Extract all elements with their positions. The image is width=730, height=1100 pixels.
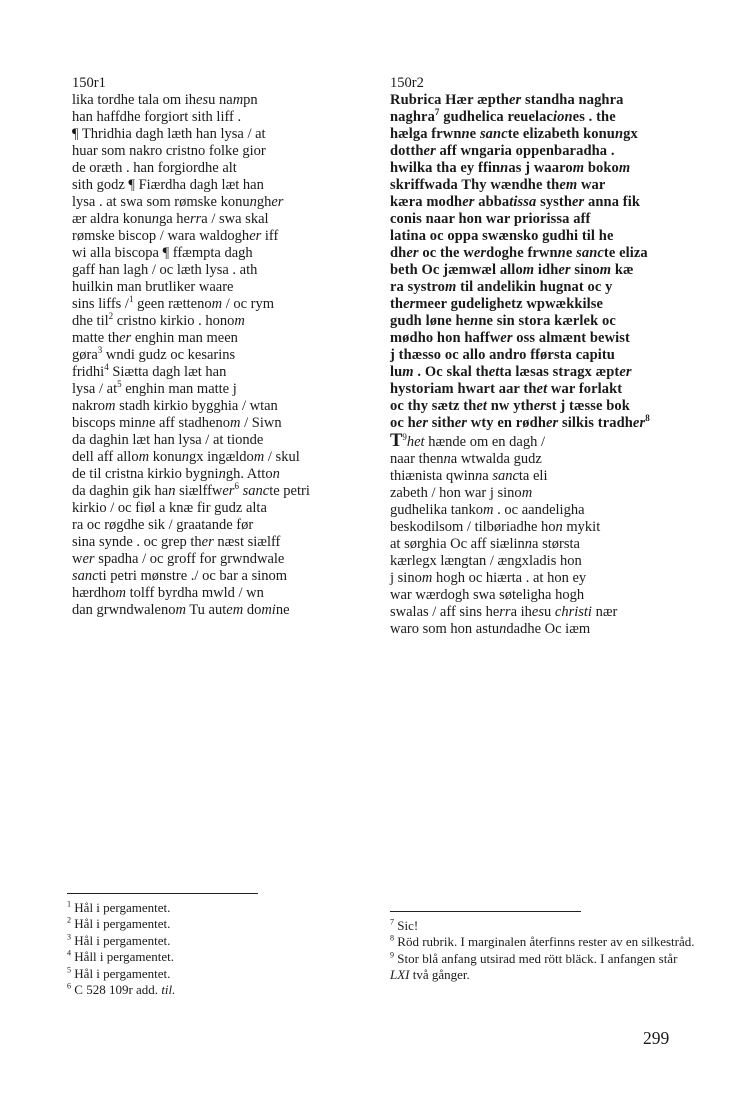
text-line: lika tordhe tala om ihesu nampn bbox=[72, 92, 258, 108]
text-line: zabeth / hon war j sinom bbox=[390, 485, 533, 501]
text-line: swalas / aff sins herra ihesu christi nær bbox=[390, 604, 618, 620]
text-line: lysa . at swa som rømske konungher bbox=[72, 194, 284, 210]
text-line: at sørghia Oc aff siælinna størsta bbox=[390, 536, 580, 552]
folio-label-right: 150r2 bbox=[390, 75, 424, 91]
text-line: dan grwndwalenom Tu autem domine bbox=[72, 602, 290, 618]
text-line: nakrom stadh kirkio bygghia / wtan bbox=[72, 398, 278, 414]
text-line: de oræth . han forgiordhe alt bbox=[72, 160, 237, 176]
text-line: wi alla biscopa ¶ ffæmpta dagh bbox=[72, 245, 253, 261]
text-line: ra oc røgdhe sik / graatande før bbox=[72, 517, 254, 533]
text-line: sina synde . oc grep ther næst siælff bbox=[72, 534, 281, 550]
text-line: gudh løne henne sin stora kærlek oc bbox=[390, 313, 616, 329]
text-line: huar som nakro cristno folke gior bbox=[72, 143, 266, 159]
text-line: gøra$^3$ wndi gudz oc kesarins bbox=[72, 345, 236, 363]
text-line: matte ther enghin man meen bbox=[72, 330, 238, 346]
text-line: kirkio / oc fiøl a knæ fir gudz alta bbox=[72, 500, 267, 516]
text-line: $T^9het$ hænde om en dagh / bbox=[390, 430, 546, 451]
text-line: naghra$^7$ gudhelica reuelaciones . the bbox=[390, 107, 616, 125]
text-line: $^1$ Hål i pergamentet. bbox=[67, 899, 171, 915]
text-line: dell aff allom konungx ingældom / skul bbox=[72, 449, 300, 465]
text-line: $^8$ Röd rubrik. I marginalen återfinns rester av en silkestråd. bbox=[390, 934, 695, 950]
text-line: $^7$ Sic! bbox=[390, 917, 419, 933]
column-150r1 bbox=[72, 75, 384, 619]
text-line: gaff han lagh / oc læth lysa . ath bbox=[72, 262, 258, 278]
text-line: de til cristna kirkio bygningh. Atton bbox=[72, 466, 280, 482]
footnotes-left-list bbox=[67, 900, 367, 998]
text-line: oc thy sætz thet nw ytherst j tæsse bok bbox=[390, 398, 630, 414]
text-line: sith godz ¶ Fiærdha dagh læt han bbox=[72, 177, 264, 193]
page-number: 299 bbox=[643, 1028, 670, 1048]
text-line: $^6$ C 528 109r add. til. bbox=[67, 981, 176, 998]
text-line: mødho hon haffwer oss almænt bewist bbox=[390, 330, 630, 346]
column-150r2 bbox=[390, 75, 714, 638]
text-line: wer spadha / oc groff for grwndwale bbox=[72, 551, 285, 567]
text-line: hælga frwnne sancte elizabeth konungx bbox=[390, 126, 638, 142]
column-right-rubric-text bbox=[390, 92, 714, 432]
footnote-separator-left bbox=[67, 893, 258, 894]
text-line: thermeer gudelighetz wpwækkilse bbox=[390, 296, 604, 312]
text-line: j sinom hogh oc hiærta . at hon ey bbox=[390, 570, 587, 586]
folio-label-left: 150r1 bbox=[72, 75, 106, 91]
text-line: $^3$ Hål i pergamentet. bbox=[67, 932, 171, 948]
text-line: ¶ Thridhia dagh læth han lysa / at bbox=[72, 126, 266, 142]
text-line: waro som hon astundadhe Oc iæm bbox=[390, 621, 591, 637]
text-line: hystoriam hwart aar thet war forlakt bbox=[390, 381, 623, 397]
text-line: han haffdhe forgiort sith liff . bbox=[72, 109, 242, 125]
text-line: da daghin gik han siælffwer$^6$ sancte petri bbox=[72, 481, 310, 499]
text-line: Rubrica Hær æpther standha naghra bbox=[390, 92, 624, 108]
text-line: dher oc the werdoghe frwnne sancte eliza bbox=[390, 245, 648, 261]
text-line: oc her sither wty en rødher silkis tradher$^8$ bbox=[390, 413, 650, 431]
text-line: thiænista qwinna sancta eli bbox=[390, 468, 548, 484]
text-line: lysa / $at^5$ enghin man matte j bbox=[72, 379, 237, 397]
text-line: huilkin man brutliker waare bbox=[72, 279, 234, 295]
text-line: dotther aff wngaria oppenbaradha . bbox=[390, 143, 615, 159]
footnotes-right-list bbox=[390, 918, 698, 984]
text-line: skriffwada Thy wændhe them war bbox=[390, 177, 606, 193]
text-line: dhe til$^2$ cristno kirkio . honom bbox=[72, 311, 245, 329]
text-line: gudhelika tankom . oc aandeligha bbox=[390, 502, 585, 518]
text-line: naar thenna wtwalda gudz bbox=[390, 451, 542, 467]
text-line: beth Oc jæmwæl allom idher sinom kæ bbox=[390, 262, 634, 278]
text-line: sins liffs /$^1$ geen rættenom / oc rym bbox=[72, 294, 275, 312]
footnotes-left bbox=[67, 893, 367, 998]
text-line: sancti petri mønstre ./ oc bar a sinom bbox=[72, 568, 288, 584]
text-line: latina oc oppa swænsko gudhi til he bbox=[390, 228, 614, 244]
footnotes-right bbox=[390, 911, 698, 984]
text-line: hwilka tha ey ffinnas j waarom bokom bbox=[390, 160, 631, 176]
text-line: beskodilsom / tilbøriadhe hon mykit bbox=[390, 519, 601, 535]
text-line: $^2$ Hål i pergamentet. bbox=[67, 916, 171, 932]
text-line: da daghin læt han lysa / at tionde bbox=[72, 432, 264, 448]
text-line: $^5$ Hål i pergamentet. bbox=[67, 965, 171, 981]
text-line: kæra modher abbatissa systher anna fik bbox=[390, 194, 640, 210]
text-line: rømske biscop / wara waldogher iff bbox=[72, 228, 279, 244]
footnote-separator-right bbox=[390, 911, 581, 912]
text-line: kærlegx længtan / ængxladis hon bbox=[390, 553, 582, 569]
text-line: biscops minne aff stadhenom / Siwn bbox=[72, 415, 282, 431]
text-line: $^4$ Håll i pergamentet. bbox=[67, 948, 175, 965]
text-line: conis naar hon war priorissa aff bbox=[390, 211, 591, 227]
text-line: j thæsso oc allo andro fførsta capitu bbox=[390, 347, 615, 363]
text-line: $^9$ Stor blå anfang utsirad med rött bläck. I anfangen står LXI två gånger. bbox=[390, 950, 678, 983]
text-line: hærdhom tolff byrdha mwld / wn bbox=[72, 585, 264, 601]
text-line: war wærdogh swa søteligha hogh bbox=[390, 587, 585, 603]
column-left-text bbox=[72, 92, 384, 619]
column-right-body-text bbox=[390, 432, 714, 638]
text-line: fridhi$^4$ Siætta dagh læt han bbox=[72, 362, 227, 380]
text-line: ær aldra konunga herra / swa skal bbox=[72, 211, 269, 227]
text-line: lum . Oc skal thetta læsas stragx æpter bbox=[390, 364, 632, 380]
text-line: ra systrom til andelikin hugnat oc y bbox=[390, 279, 613, 295]
